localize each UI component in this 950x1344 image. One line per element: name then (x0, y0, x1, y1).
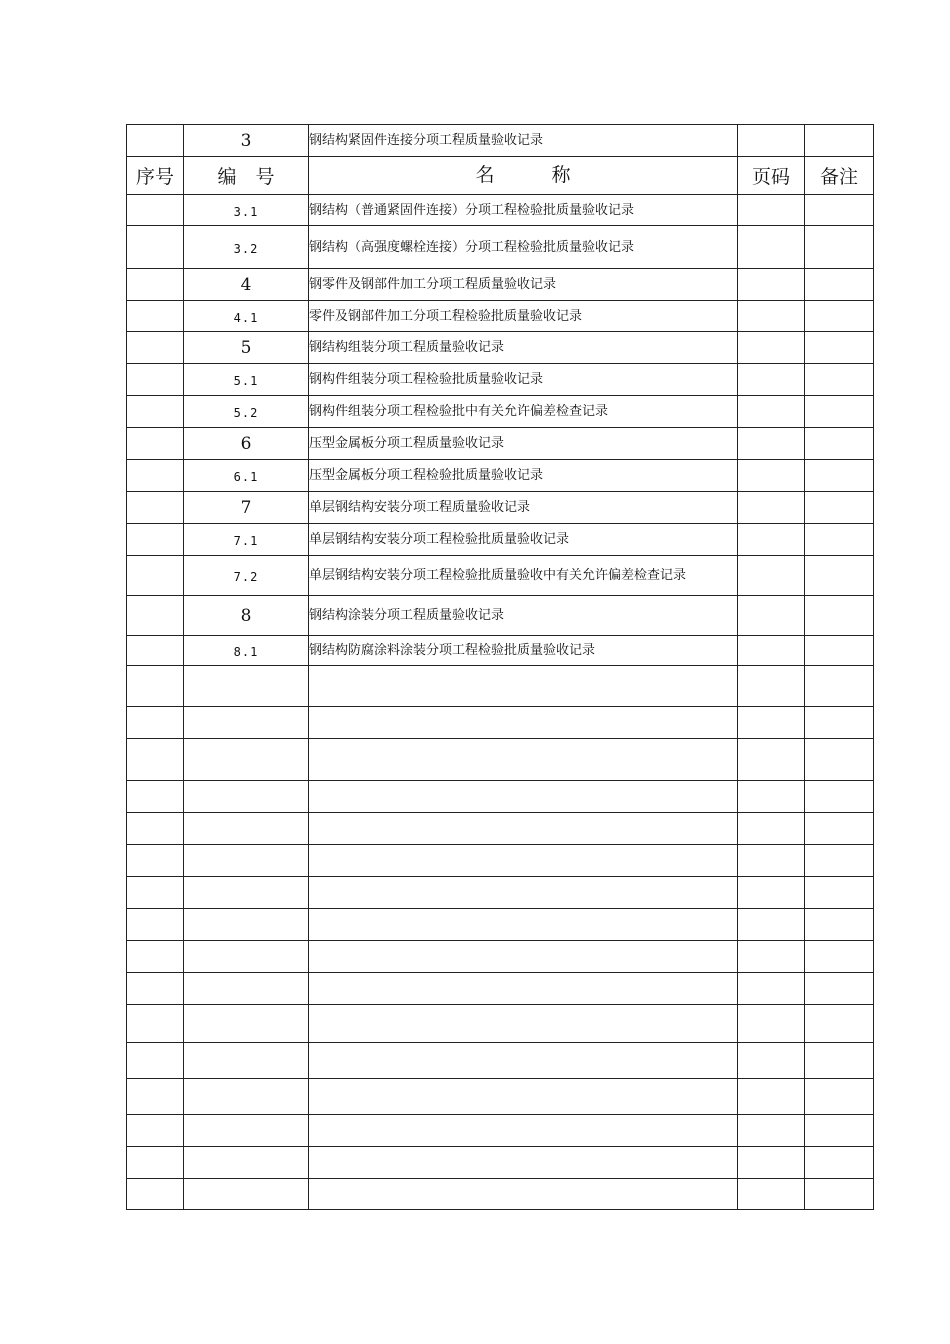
seq-cell (127, 1147, 184, 1179)
remark-cell (805, 301, 874, 332)
page-cell (738, 364, 805, 396)
name-cell (309, 1005, 738, 1043)
remark-cell (805, 707, 874, 739)
name-cell (309, 1043, 738, 1079)
item-number: 5.2 (233, 406, 259, 420)
page-cell (738, 739, 805, 781)
number-cell (184, 301, 309, 332)
page-cell (738, 707, 805, 739)
table-row (127, 396, 874, 428)
remark-cell (805, 739, 874, 781)
header-number: 编 号 (184, 157, 309, 195)
item-name: 钢零件及钢部件加工分项工程质量验收记录 (309, 277, 557, 292)
remark-cell (805, 1043, 874, 1079)
page-cell (738, 666, 805, 707)
table-row (127, 739, 874, 781)
remark-cell (805, 269, 874, 301)
page-cell (738, 125, 805, 157)
page-cell (738, 524, 805, 556)
table-row (127, 332, 874, 364)
name-cell (309, 269, 738, 301)
remark-cell (805, 556, 874, 596)
name-cell (309, 524, 738, 556)
number-cell (184, 845, 309, 877)
seq-cell (127, 556, 184, 596)
table-row (127, 877, 874, 909)
header-seq: 序号 (127, 157, 184, 195)
name-cell (309, 1079, 738, 1115)
number-cell (184, 941, 309, 973)
seq-cell (127, 195, 184, 226)
remark-cell (805, 636, 874, 666)
item-number: 8.1 (233, 645, 259, 659)
seq-cell (127, 1005, 184, 1043)
number-cell (184, 909, 309, 941)
seq-cell (127, 396, 184, 428)
number-cell (184, 556, 309, 596)
number-cell (184, 1043, 309, 1079)
number-cell (184, 269, 309, 301)
name-cell (309, 226, 738, 269)
table-row (127, 909, 874, 941)
header-remark: 备注 (805, 157, 874, 195)
item-number: 4.1 (233, 310, 259, 325)
table-row (127, 1005, 874, 1043)
table-row (127, 460, 874, 492)
name-cell (309, 739, 738, 781)
table-row (127, 364, 874, 396)
table-row (127, 596, 874, 636)
table-row (127, 524, 874, 556)
number-cell (184, 332, 309, 364)
seq-cell (127, 1043, 184, 1079)
remark-cell (805, 460, 874, 492)
number-cell (184, 396, 309, 428)
name-cell (309, 1179, 738, 1210)
item-number: 3 (240, 130, 252, 151)
name-cell (309, 460, 738, 492)
page-cell (738, 1079, 805, 1115)
page-cell (738, 396, 805, 428)
remark-cell (805, 364, 874, 396)
item-name: 单层钢结构安装分项工程检验批质量验收记录 (309, 532, 570, 547)
name-cell (309, 636, 738, 666)
remark-cell (805, 973, 874, 1005)
item-name: 压型金属板分项工程检验批质量验收记录 (309, 468, 544, 483)
table-row (127, 1043, 874, 1079)
number-cell (184, 524, 309, 556)
table-row (127, 1115, 874, 1147)
seq-cell (127, 492, 184, 524)
seq-cell (127, 596, 184, 636)
name-cell (309, 556, 738, 596)
name-cell (309, 125, 738, 157)
remark-cell (805, 1005, 874, 1043)
name-cell (309, 813, 738, 845)
remark-cell (805, 941, 874, 973)
remark-cell (805, 428, 874, 460)
number-cell (184, 666, 309, 707)
number-cell (184, 364, 309, 396)
remark-cell (805, 845, 874, 877)
name-cell (309, 1115, 738, 1147)
seq-cell (127, 1179, 184, 1210)
name-cell (309, 1147, 738, 1179)
seq-cell (127, 524, 184, 556)
table-row (127, 301, 874, 332)
seq-cell (127, 739, 184, 781)
remark-cell (805, 226, 874, 269)
remark-cell (805, 524, 874, 556)
item-name: 压型金属板分项工程质量验收记录 (309, 436, 505, 451)
number-cell (184, 1115, 309, 1147)
number-cell (184, 195, 309, 226)
remark-cell (805, 909, 874, 941)
item-name: 钢构件组装分项工程检验批中有关允许偏差检查记录 (309, 404, 609, 419)
remark-cell (805, 1115, 874, 1147)
name-cell (309, 707, 738, 739)
seq-cell (127, 845, 184, 877)
seq-cell (127, 813, 184, 845)
table-row (127, 195, 874, 226)
number-cell (184, 492, 309, 524)
seq-cell (127, 332, 184, 364)
item-name: 钢结构组装分项工程质量验收记录 (309, 340, 505, 355)
page-cell (738, 1043, 805, 1079)
seq-cell (127, 636, 184, 666)
page-cell (738, 1179, 805, 1210)
seq-cell (127, 364, 184, 396)
table-row (127, 1147, 874, 1179)
page-cell (738, 556, 805, 596)
item-name: 零件及钢部件加工分项工程检验批质量验收记录 (309, 308, 583, 324)
remark-cell (805, 492, 874, 524)
number-cell (184, 1079, 309, 1115)
page-cell (738, 941, 805, 973)
remark-cell (805, 195, 874, 226)
table-row (127, 941, 874, 973)
page-cell (738, 195, 805, 226)
name-cell (309, 666, 738, 707)
number-cell (184, 707, 309, 739)
item-number: 8 (240, 605, 252, 626)
item-number: 3.1 (233, 204, 259, 219)
table-row (127, 781, 874, 813)
item-number: 6.1 (233, 470, 259, 484)
header-page: 页码 (738, 157, 805, 195)
seq-cell (127, 941, 184, 973)
remark-cell (805, 1079, 874, 1115)
seq-cell (127, 1115, 184, 1147)
name-cell (309, 781, 738, 813)
remark-cell (805, 877, 874, 909)
table-row (127, 1179, 874, 1210)
seq-cell (127, 460, 184, 492)
remark-cell (805, 813, 874, 845)
number-cell (184, 739, 309, 781)
table-header-row (127, 157, 874, 195)
item-number: 5 (240, 337, 252, 358)
item-name: 单层钢结构安装分项工程检验批质量验收中有关允许偏差检查记录 (309, 568, 687, 583)
remark-cell (805, 332, 874, 364)
number-cell (184, 877, 309, 909)
item-number: 7.1 (233, 534, 259, 548)
table-row (127, 707, 874, 739)
item-number: 4 (240, 274, 252, 295)
remark-cell (805, 596, 874, 636)
page-cell (738, 596, 805, 636)
page-cell (738, 877, 805, 909)
number-cell (184, 973, 309, 1005)
seq-cell (127, 973, 184, 1005)
remark-cell (805, 396, 874, 428)
item-number: 7 (240, 497, 252, 518)
number-cell (184, 460, 309, 492)
item-name: 钢结构紧固件连接分项工程质量验收记录 (309, 133, 544, 148)
name-cell (309, 364, 738, 396)
seq-cell (127, 707, 184, 739)
name-cell (309, 332, 738, 364)
item-name: 钢构件组装分项工程检验批质量验收记录 (309, 372, 544, 387)
seq-cell (127, 877, 184, 909)
header-name: 名 称 (309, 157, 738, 195)
name-cell (309, 845, 738, 877)
number-cell (184, 1147, 309, 1179)
page-cell (738, 460, 805, 492)
seq-cell (127, 428, 184, 460)
table-row (127, 666, 874, 707)
item-number: 6 (240, 433, 252, 454)
item-number: 5.1 (233, 374, 259, 388)
table-row (127, 1079, 874, 1115)
page-cell (738, 492, 805, 524)
item-name: 钢结构防腐涂料涂装分项工程检验批质量验收记录 (309, 643, 596, 658)
seq-cell (127, 1079, 184, 1115)
table-row (127, 556, 874, 596)
name-cell (309, 596, 738, 636)
page-cell (738, 301, 805, 332)
name-cell (309, 973, 738, 1005)
page-cell (738, 428, 805, 460)
page-cell (738, 636, 805, 666)
remark-cell (805, 1179, 874, 1210)
seq-cell (127, 269, 184, 301)
page-cell (738, 845, 805, 877)
name-cell (309, 428, 738, 460)
contents-table (126, 124, 874, 1210)
table-row (127, 269, 874, 301)
seq-cell (127, 666, 184, 707)
seq-cell (127, 301, 184, 332)
seq-cell (127, 909, 184, 941)
number-cell (184, 1179, 309, 1210)
seq-cell (127, 226, 184, 269)
remark-cell (805, 781, 874, 813)
table-row (127, 636, 874, 666)
table-row (127, 428, 874, 460)
page-cell (738, 1005, 805, 1043)
number-cell (184, 226, 309, 269)
table-row (127, 125, 874, 157)
number-cell (184, 428, 309, 460)
item-number: 7.2 (233, 570, 259, 584)
page-cell (738, 226, 805, 269)
table-row (127, 845, 874, 877)
page-cell (738, 269, 805, 301)
name-cell (309, 195, 738, 226)
page-cell (738, 1115, 805, 1147)
table-row (127, 813, 874, 845)
page-cell (738, 973, 805, 1005)
name-cell (309, 396, 738, 428)
name-cell (309, 941, 738, 973)
table-row (127, 226, 874, 269)
number-cell (184, 813, 309, 845)
number-cell (184, 636, 309, 666)
seq-cell (127, 781, 184, 813)
item-name: 单层钢结构安装分项工程质量验收记录 (309, 500, 531, 515)
seq-cell (127, 125, 184, 157)
page-cell (738, 813, 805, 845)
page-cell (738, 909, 805, 941)
number-cell (184, 125, 309, 157)
remark-cell (805, 1147, 874, 1179)
name-cell (309, 492, 738, 524)
name-cell (309, 877, 738, 909)
item-name: 钢结构（高强度螺栓连接）分项工程检验批质量验收记录 (309, 239, 635, 255)
remark-cell (805, 125, 874, 157)
number-cell (184, 1005, 309, 1043)
table-row (127, 973, 874, 1005)
item-number: 3.2 (233, 241, 259, 256)
page-cell (738, 332, 805, 364)
table-row (127, 492, 874, 524)
name-cell (309, 301, 738, 332)
number-cell (184, 781, 309, 813)
remark-cell (805, 666, 874, 707)
item-name: 钢结构涂装分项工程质量验收记录 (309, 608, 505, 623)
number-cell (184, 596, 309, 636)
page-cell (738, 1147, 805, 1179)
item-name: 钢结构（普通紧固件连接）分项工程检验批质量验收记录 (309, 202, 635, 218)
name-cell (309, 909, 738, 941)
page-cell (738, 781, 805, 813)
